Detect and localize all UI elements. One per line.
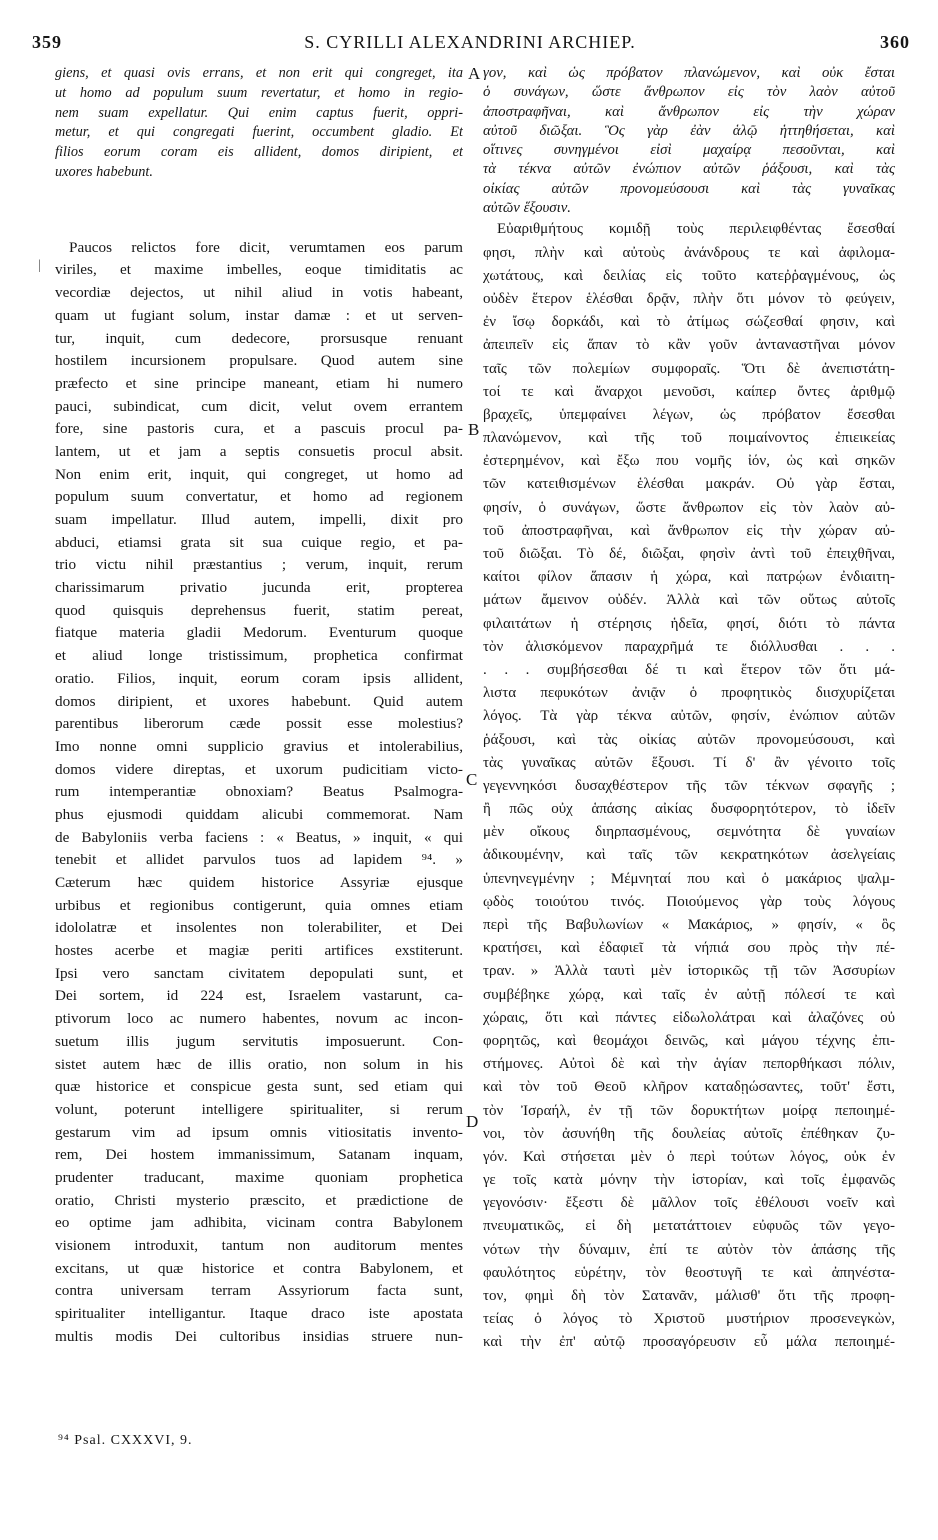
- latin-text-line: viriles, et maxime imbelles, eoque timiditatis ac: [55, 261, 463, 279]
- latin-text-line: multis modis Dei cultoribus insidias struere nun-: [55, 1327, 463, 1345]
- greek-text-line: γεγονόσιν· ἔξεστι δὲ μᾶλλον τοῖς ἐθέλουσι νοεῖν καὶ: [483, 1195, 895, 1212]
- latin-text-line: charissimarum privatio jucunda erit, propterea: [55, 579, 463, 597]
- latin-quote-line: uxores habebunt.: [55, 163, 153, 180]
- latin-text-line: rum intemperantiæ obnoxiam? Beatus Psalmogra-: [55, 783, 463, 801]
- greek-text-line: ἀπειπεῖν εἰς ἅπαν τὸ κἂν γοῦν ἀνταναστῆναι μόνον: [483, 337, 895, 354]
- greek-text-line: ἢ πῶς οὐχ ἁπάσης αἰκίας δυσφορητότερον, τὸ ἰδεῖν: [483, 801, 895, 818]
- latin-scripture-quote: [55, 64, 463, 183]
- greek-quote-line: αὐτοῦ διῶξαι. Ὃς γὰρ ἐὰν ἁλῷ ἡττηθήσεται, καὶ: [483, 122, 895, 139]
- greek-text-line: ἀδικουμένην, καὶ ταῖς τῶν κεκρατηκότων ἀσελγείαις: [483, 847, 895, 864]
- greek-text-line: λόγος. Τὰ γὰρ τέκνα αὐτῶν, φησίν, ἐνώπιον αὐτῶν: [483, 708, 895, 725]
- latin-text-line: domos diripient, et uxores habebunt. Quid autem: [55, 692, 463, 710]
- margin-mark: |: [38, 258, 41, 273]
- latin-text-line: Cæterum hæc quidem historice Assyriæ ejusque: [55, 874, 463, 892]
- greek-text-line: ῳδὸς τοιούτου τινός. Ποιούμενος γὰρ τοὺς λόγους: [483, 893, 895, 910]
- greek-text-line: φορητῶς, καὶ θεομάχοι δεινῶς, καὶ μάγου τέχνης ἐπι-: [483, 1032, 895, 1049]
- latin-text-line: suetum illis jugum servitutis imposuerunt. Con-: [55, 1032, 463, 1050]
- latin-quote-line: ut homo ad populum suum revertatur, et homo in regio-: [55, 84, 463, 101]
- latin-text-line: Paucos relictos fore dicit, verumtamen eos parum: [69, 238, 463, 256]
- latin-text-line: urbibus et regionibus contigerunt, quia omnes etiam: [55, 896, 463, 914]
- footnote: ⁹⁴ Psal. CXXXVI, 9.: [58, 1433, 193, 1448]
- latin-text-line: quæ historice et conspicue gesta sunt, sed etiam qui: [55, 1078, 463, 1096]
- latin-text-line: sistet autem hæc de illis oratio, non solum in his: [55, 1055, 463, 1073]
- latin-text-line: suam impellatur. Illud autem, impelli, dixit pro: [55, 511, 463, 529]
- latin-quote-line: metur, et qui congregati fuerint, occumbent gladio. Et: [55, 124, 463, 141]
- latin-text-line: parentibus liberorum cæde possit esse molestius?: [55, 715, 463, 733]
- greek-text-line: συμβέβηκε χώρᾳ, καὶ ταῖς ἐν αὐτῇ πόλεσί τε καὶ: [483, 986, 895, 1003]
- latin-text-line: prudenter traducant, maxime quoniam prophetica: [55, 1168, 463, 1186]
- latin-text-line: præfecto et sine principe maneant, etiam hi numero: [55, 374, 463, 392]
- latin-text-line: tur, inquit, cum dedecore, prorsusque renuant: [55, 329, 463, 347]
- latin-text-line: Non enim erit, inquit, qui congreget, ut homo ad: [55, 465, 463, 483]
- latin-text-line: ptivorum loco ac numero habentes, novum ac incon-: [55, 1010, 463, 1028]
- greek-text-line: οὐδὲν ἕτερον ἑλέσθαι δρᾷν, πλὴν ὅτι μόνον τὸ φεύγειν,: [483, 290, 895, 307]
- greek-text-line: πλανώμενον, καὶ τῆς τοῦ ποιμαίνοντος ἐπιεικείας: [483, 430, 895, 447]
- greek-quote-line: τὰ τέκνα αὐτῶν ἐνώπιον αὐτῶν ῥάξουσι, καὶ τὰς: [483, 161, 895, 178]
- greek-text-line: χωτάτους, καὶ δειλίας εἰς τοῦτο κατεῤῥαγμένους, ὡς: [483, 267, 895, 284]
- greek-text-line: γόν. Καὶ στήσεται μὲν ὁ περὶ τούτων λόγος, οὐκ ἐν: [483, 1148, 895, 1165]
- section-marker-a: A: [468, 64, 481, 83]
- latin-text-line: vecordiæ dejectos, ut nihil aliud in votis habeant,: [55, 284, 463, 302]
- greek-text-line: πνευματικῶς, εἰ δὴ μετατάττοιεν εὐφυῶς τῶν γεγο-: [483, 1218, 895, 1235]
- greek-text-line: φιλαιτάτων ἡ στέρησις ἡδεῖα, φησί, διότι τὸ πάντα: [483, 615, 895, 632]
- latin-text-line: Imo nonne omni supplicio gravius et intolerabilius,: [55, 737, 463, 755]
- latin-quote-line: nem suam expellatur. Qui enim captus fuerit, oppri-: [55, 104, 463, 121]
- greek-text-line: καὶ τὴν ἐπ' αὐτῷ προσαγόρευσιν εὖ μάλα πεποιημέ-: [483, 1334, 895, 1351]
- spacer: [55, 183, 463, 237]
- greek-text-line: τὸν Ἰσραήλ, ἐν τῇ τῶν δορυκτήτων μοίρᾳ πεποιημέ-: [483, 1102, 895, 1119]
- greek-text-line: νοι, τὸν ἀσυνήθη τῆς δουλείας αὐτοῖς ἐπέθηκαν ζυ-: [483, 1125, 895, 1142]
- greek-text-line: τον, φημὶ δὴ τὸν Σατανᾶν, μάλισθ' ὅτι τῆς προφη-: [483, 1288, 895, 1304]
- greek-text-line: τοῦ διῶξαι. Τὸ δέ, διῶξαι, φησὶν ἀντὶ τοῦ ἐπειχθῆναι,: [483, 546, 895, 562]
- greek-text-line: Εὐαριθμήτους κομιδῇ τοὺς περιλειφθέντας ἔσεσθαί: [497, 221, 895, 238]
- latin-text-line: domos videre direptas, et uxorum pudicitiam victo-: [55, 760, 463, 778]
- section-marker-c: C: [466, 770, 478, 789]
- greek-text-line: καίτοι φίλον ἅπασιν ἡ χώρα, καὶ πατρῴων ἐνδιαιτη-: [483, 569, 895, 586]
- latin-text-line: gestarum vim ad ipsum omnis vitiositatis invento-: [55, 1123, 463, 1141]
- latin-text-line: quod quisquis deprehensus fuerit, statim pereat,: [55, 601, 463, 619]
- latin-text-line: fore, sine pastoris cura, et a pascuis procul pa-: [55, 420, 463, 438]
- section-marker-d: D: [466, 1112, 479, 1131]
- latin-text-line: excitans, ut quæ historice et contra Babylonem, et: [55, 1259, 463, 1277]
- latin-text-line: eo optime jam adhibita, vicinam contra Babylonem: [55, 1214, 463, 1232]
- latin-text-line: idololatræ et insolentes non tolerabiliter, et Dei: [55, 919, 463, 937]
- greek-text-line: χώραις, ὅτι καὶ πάντες εἰδωλολάτραι καὶ ἀλαζόνες οὐ: [483, 1009, 895, 1026]
- greek-text-line: γε τοῖς κατὰ μόνην τὴν ἱστορίαν, καὶ τοῖς ἐμφανῶς: [483, 1172, 895, 1189]
- latin-text-line: oratio. Filios, inquit, eorum coram ipsis allident,: [55, 669, 463, 687]
- latin-text-line: quam ut fugiant solum, instar damæ : et ut serven-: [55, 306, 463, 324]
- greek-text-line: τὸν ἁλισκόμενον παραχρῆμά τε διόλλυσθαι . . .: [483, 638, 895, 655]
- greek-text-line: μάτων ἄμεινον οὐδέν. Ἀλλὰ καὶ τῶν οὕτως αὐτοῖς: [483, 592, 895, 609]
- greek-commentary: [483, 218, 895, 1354]
- latin-text-line: Dei sortem, id 224 est, Israelem vastarunt, ca-: [55, 987, 463, 1005]
- latin-text-line: trio victu nihil præstantius ; verum, inquit, rerum: [55, 556, 463, 574]
- latin-text-line: rem, Dei hostem immanissimum, Satanam inquam,: [55, 1146, 463, 1164]
- page-number-right: 360: [880, 32, 910, 52]
- latin-text-line: Ipsi vero sanctam civitatem depopulati sunt, et: [55, 964, 463, 982]
- latin-text-line: de Babyloniis verba faciens : « Beatus, » inquit, « qui: [55, 828, 463, 846]
- section-marker-b: B: [468, 420, 480, 439]
- latin-text-line: oratio, Christi mysterio præscito, et prædictione de: [55, 1191, 463, 1209]
- latin-text-line: visionem introduxit, tantum non auditorum mentes: [55, 1237, 463, 1255]
- latin-text-line: hostes acerbe et magiæ periti artifices exstiterunt.: [55, 942, 463, 960]
- running-title: S. CYRILLI ALEXANDRINI ARCHIEP.: [304, 32, 636, 52]
- latin-text-line: fiatque materia gladii Medorum. Eventurum quoque: [55, 624, 463, 642]
- greek-quote-line: οἵτινες συνηγμένοι εἰσὶ μαχαίρᾳ πεσοῦνται, καὶ: [483, 142, 895, 159]
- greek-text-line: φησι, πλὴν καὶ αὐτοὺς ἀνάνδρους τε καὶ ἀφιλομα-: [483, 244, 895, 261]
- greek-quote-line: γον, καὶ ὡς πρόβατον πλανώμενον, καὶ οὐκ ἔσται: [483, 65, 895, 81]
- latin-commentary: [55, 237, 463, 1349]
- greek-text-line: νότων τὴν δύναμιν, ἐπί τε αὐτὸν τὸν ἁπάσης τῆς: [483, 1241, 895, 1258]
- greek-text-line: ταῖς τῶν πολεμίων συμφοραῖς. Ὅτι δὲ ἀνεπιστάτη-: [483, 360, 895, 377]
- latin-text-line: volunt, poterunt intelligere spiritualiter, si rerum: [55, 1100, 463, 1118]
- greek-text-line: γεγεννηκόσι δυσαχθέστερον τῆς τῶν τέκνων σφαγῆς ;: [483, 777, 895, 794]
- latin-text-line: hostilem incursionem propulsare. Quod autem sine: [55, 352, 463, 370]
- greek-quote-line: ὁ συνάγων, ὥστε ἄνθρωπον εἰς τὸν λαὸν αὐτοῦ: [483, 84, 895, 101]
- greek-text-line: ἐν ἴσῳ δορκάδι, καὶ τὸ ἀτίμως σώζεσθαί φησιν, καὶ: [483, 314, 895, 331]
- latin-text-line: populum suum convertatur, et homo ad regionem: [55, 488, 463, 506]
- greek-text-line: καὶ τὸν τοῦ Θεοῦ κλῆρον καταδῃώσαντες, τοῦτ' ἔστι,: [483, 1079, 895, 1096]
- greek-text-line: τὰς γυναῖκας αὐτῶν ἕξουσι. Τί δ' ἂν γένοιτο τοῖς: [483, 754, 895, 771]
- greek-text-line: περὶ τῆς Βαβυλωνίων « Μακάριος, » φησίν, « ὃς: [483, 917, 895, 933]
- greek-text-line: φαυλότητος εὑρέτην, τὸν θεοστυγῆ τε καὶ ἀπηνέστα-: [483, 1264, 895, 1281]
- greek-text-line: ῥάξουσι, καὶ τὰς οἰκίας αὐτῶν προνομεύσουσι, καὶ: [483, 731, 895, 748]
- greek-quote-line: οἰκίας αὐτῶν προνομεύσουσι καὶ τὰς γυναῖκας: [483, 180, 895, 197]
- greek-quote-line: αὐτῶν ἕξουσιν.: [483, 200, 571, 217]
- greek-text-line: βραχεῖς, ὑπεμφαίνει λέγων, ὡς πρόβατον ἔσεσθαι: [483, 406, 895, 423]
- greek-text-line: φησίν, ὁ συνάγων, ὥστε ἄνθρωπον εἰς τὸν λαὸν αὐ-: [483, 499, 895, 516]
- page-header: [30, 32, 910, 58]
- latin-text-line: lantem, ut et jam a septis consuetis procul absit.: [55, 442, 463, 460]
- greek-text-line: μὲν οἴκους διηρπασμένους, σεμνότητα δὲ γυναίων: [483, 824, 895, 841]
- greek-quote-line: ἀποστραφῆναι, καὶ ἄνθρωπον εἰς τὴν χώραν: [483, 103, 895, 120]
- page-number-left: 359: [32, 32, 62, 52]
- latin-text-line: phus ejusmodi quiddam alicubi commemorat. Nam: [55, 805, 463, 823]
- greek-text-line: . . . συμβήσεσθαι δέ τι καὶ ἕτερον τῶν ὅτι μά-: [483, 661, 895, 678]
- greek-text-line: ὑπενηνεγμένην ; Μέμνηταί που καὶ ὁ μακάριος ψαλμ-: [483, 870, 895, 887]
- latin-quote-line: giens, et quasi ovis errans, et non erit qui congreget, ita: [55, 65, 463, 81]
- greek-text-line: τοῦ ἀποστραφῆναι, καὶ ἄνθρωπον εἰς τὴν χώραν αὐ-: [483, 522, 895, 539]
- greek-text-line: στήμονες. Αὐτοὶ δὲ καὶ τὴν ἁγίαν πεπορθήκασι πόλιν,: [483, 1056, 895, 1073]
- greek-text-line: τοί τε καὶ ἄναρχοι μενοῦσι, καίπερ ὄντες ἀριθμῷ: [483, 383, 895, 400]
- greek-text-line: τείας ὁ λόγος τὸ Χριστοῦ μυστήριον προσενεγκὼν,: [483, 1311, 895, 1328]
- latin-text-line: et aliud longe tristissimum, prophetica confirmat: [55, 647, 463, 665]
- latin-text-line: abduci, etiamsi grata sit sua cuique regio, et pa-: [55, 533, 463, 551]
- latin-column: [55, 64, 463, 1348]
- latin-text-line: pauci, subindicat, cum dicit, velut ovem errantem: [55, 397, 463, 415]
- latin-text-line: contra universam terram Assyriorum facta sunt,: [55, 1282, 463, 1300]
- latin-quote-line: filios eorum coram eis allident, domos diripient, et: [55, 144, 463, 161]
- greek-text-line: κρατήσει, καὶ ἐδαφιεῖ τὰ νήπιά σου πρὸς τὴν πέ-: [483, 940, 895, 957]
- greek-column: [483, 64, 895, 1355]
- latin-text-line: tenebit et allidet parvulos tuos ad lapidem ⁹⁴. »: [55, 851, 463, 869]
- greek-text-line: τῶν κατειθισμένων ἑλέσθαι μακράν. Οὐ γὰρ ἔσται,: [483, 476, 895, 493]
- greek-scripture-quote: [483, 64, 895, 218]
- greek-text-line: ἐστερημένον, καὶ ἔξω που νομῆς ἰόν, ὡς καὶ σηκῶν: [483, 453, 895, 470]
- greek-text-line: τραν. » Ἀλλὰ ταυτὶ μὲν ἱστορικῶς τῇ τῶν Ἀσσυρίων: [483, 963, 895, 980]
- greek-text-line: λιστα πεφυκότων ἀνιᾷν ὁ προφητικὸς διισχυρίζεται: [483, 685, 895, 702]
- latin-text-line: spiritualiter intelligantur. Itaque draco iste apostata: [55, 1305, 463, 1323]
